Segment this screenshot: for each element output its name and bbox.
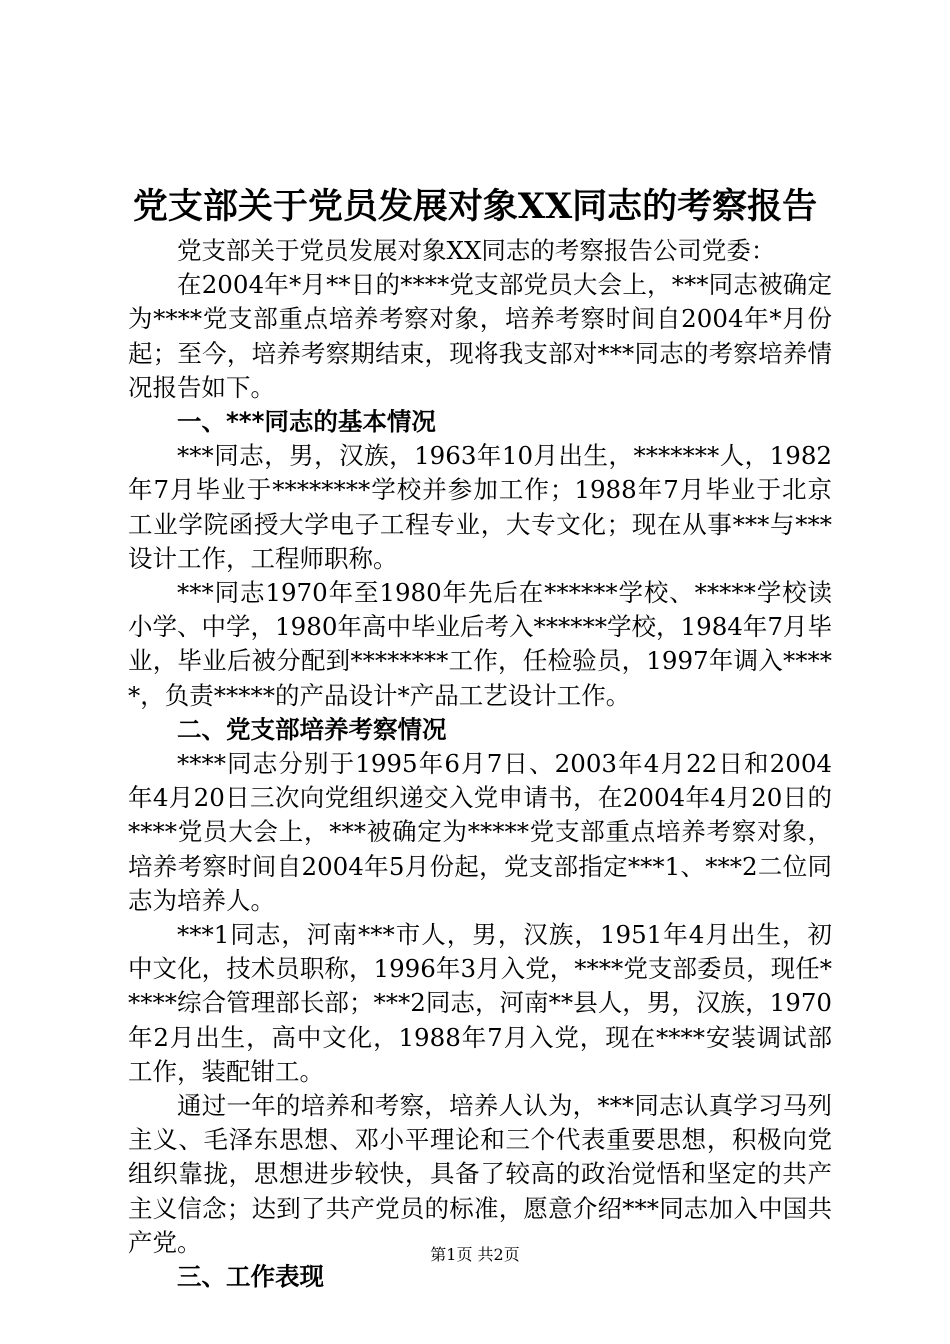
paragraph-5: ***1同志，河南***市人，男，汉族，1951年4月出生，初中文化，技术员职称，1996年3月入党，****党支部委员，现任*****综合管理部长部；***2同志，河南**县人，男，汉族，1970年2月出生，高中文化，1988年7月入党，现在****安装调试部工作，装配钳工。 xyxy=(128,920,832,1086)
paragraph-1: 在2004年*月**日的****党支部党员大会上，***同志被确定为****党支部重点培养考察对象，培养考察时间自2004年*月份起；至今，培养考察期结束，现将我支部对***同志的考察培养情况报告如下。 xyxy=(128,270,832,402)
paragraph-6: 通过一年的培养和考察，培养人认为，***同志认真学习马列主义、毛泽东思想、邓小平理论和三个代表重要思想，积极向党组织靠拢，思想进步较快，具备了较高的政治觉悟和坚定的共产主义信念；达到了共产党员的标准，愿意介绍***同志加入中国共产党。 xyxy=(128,1091,832,1257)
document-body xyxy=(128,234,832,1294)
intro-paragraph: 党支部关于党员发展对象XX同志的考察报告公司党委： xyxy=(177,236,776,265)
section-heading-2: 二、党支部培养考察情况 xyxy=(177,714,447,744)
section-heading-1: 一、***同志的基本情况 xyxy=(177,407,436,437)
section-heading-3: 三、工作表现 xyxy=(177,1262,324,1292)
document-title: 党支部关于党员发展对象XX同志的考察报告 xyxy=(132,186,818,227)
page-footer: 第1页 共2页 xyxy=(430,1245,520,1264)
paragraph-4: ****同志分别于1995年6月7日、2003年4月22日和2004年4月20日三次向党组织递交入党申请书，在2004年4月20日的****党员大会上，***被确定为*****党支部重点培养考察对象，培养考察时间自2004年5月份起，党支部指定***1、***2二位同志为培养人。 xyxy=(128,749,832,915)
paragraph-2: ***同志，男，汉族，1963年10月出生，*******人，1982年7月毕业于********学校并参加工作；1988年7月毕业于北京工业学院函授大学电子工程专业，大专文化；现在从事***与***设计工作，工程师职称。 xyxy=(128,441,832,573)
paragraph-3: ***同志1970年至1980年先后在******学校、*****学校读小学、中学，1980年高中毕业后考入******学校，1984年7月毕业，毕业后被分配到********工作，任检验员，1997年调入*****，负责*****的产品设计*产品工艺设计工作。 xyxy=(128,578,832,710)
